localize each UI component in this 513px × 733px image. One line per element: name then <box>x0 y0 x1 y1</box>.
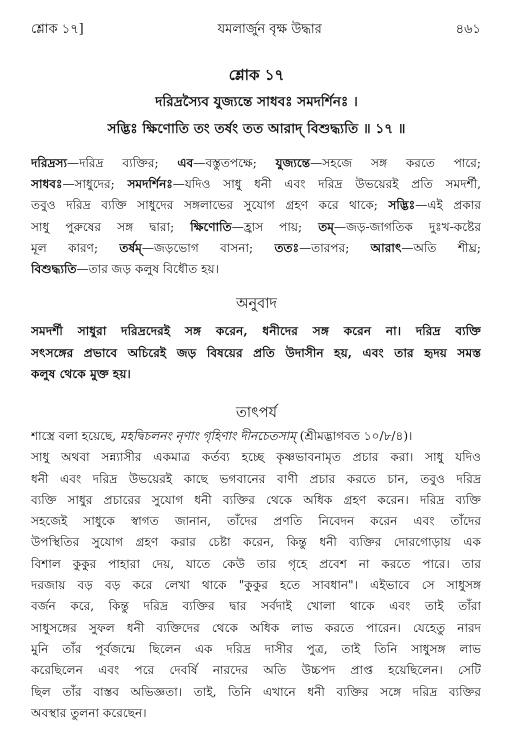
purport-line1-post: (শ্রীমদ্ভাগবত ১০/৮/৪)। <box>295 429 413 443</box>
purport-line: মুনি তাঁর পূর্বজন্মে ছিলেন এক দরিদ্র দাসীর পুত্র, তাই তিনি সাধুসঙ্গ লাভ <box>31 641 481 656</box>
synonym-word: সদ্ভিঃ <box>388 198 416 213</box>
synonym-word: আরাৎ <box>370 240 402 255</box>
synonym-word: সমদর্শিনঃ <box>127 177 173 192</box>
synonym-meaning: —জড়-জাগতিক দুঃখ-কষ্টের <box>333 219 481 234</box>
verse-line-1: দরিদ্রস্যৈব যুজ্যন্তে সাধবঃ সমদর্শিনঃ । <box>155 94 358 110</box>
purport-line: সহজেই সাধুকে স্বাগত জানান, তাঁদের প্রণতি নিবেদন করেন এবং তাঁদের <box>31 514 481 529</box>
synonym-line <box>31 153 481 174</box>
synonym-meaning: —তার জড় কলুষ বিধৌত হয়। <box>76 262 219 277</box>
purport-line: দরজায় বড় বড় করে লেখা থাকে "কুকুর হতে সাবধান"। এইভাবে সে সাধুসঙ্গ <box>31 578 481 593</box>
scripture-quote: মহদ্বিচলনং নৃণাং গৃহিণাং দীনচেতসাম্ <box>120 429 296 443</box>
synonym-line <box>31 259 481 280</box>
synonym-word: ক্ষিণোতি <box>190 219 232 234</box>
synonym-word: তম্ <box>318 219 334 234</box>
synonym-meaning: —সাধুদের; <box>62 177 128 192</box>
synonym-meaning: —অতি শীঘ্র; <box>401 240 481 255</box>
synonym-line <box>31 174 481 195</box>
synonym-word: ততঃ <box>274 240 300 255</box>
synonym-word: তর্ষম্ <box>119 240 142 255</box>
translation-text <box>31 321 481 386</box>
synonyms-block <box>31 153 481 280</box>
purport-text <box>31 426 481 724</box>
purport-line: উপস্থিতির সুযোগ গ্রহণ করার চেষ্টা করেন, কিন্তু ধনী ব্যক্তির দোরগোড়ায় এক <box>31 535 481 550</box>
purport-line: ব্যক্তি সাধুর প্রচারের সুযোগ ধনী ব্যক্তির থেকে অধিক গ্রহণ করেন। দরিদ্র ব্যক্তি <box>31 492 481 507</box>
purport-line: ধনী এবং দরিদ্র উভয়েরই কাছে ভগবানের বাণী প্রচার করতে চান, তবুও দরিদ্র <box>31 471 481 486</box>
synonym-meaning: —দরিদ্র ব্যক্তির; <box>67 156 178 170</box>
purport-line <box>31 426 481 447</box>
purport-line: ছিল তাঁর বাস্তব অভিজ্ঞতা। তাই, তিনি এখানে ধনী ব্যক্তির সঙ্গে দরিদ্র ব্যক্তির <box>31 684 481 699</box>
synonym-meaning: তবুও দরিদ্র ব্যক্তি সাধুদের সঙ্গলাভের সুযোগ গ্রহণ করে থাকে; <box>31 198 389 213</box>
purport-line: সাধুসঙ্গের সুফল ধনী ব্যক্তিদের থেকে অধিক লাভ করতে পারেন। যেহেতু নারদ <box>31 620 481 635</box>
synonym-word: সাধবঃ <box>31 177 63 192</box>
synonym-meaning: —বস্তুতপক্ষে; <box>193 156 276 170</box>
purport-line: সাধু অথবা সন্ন্যাসীর একমাত্র কর্তব্য হচ্ছে কৃষ্ণভাবনামৃত প্রচার করা। সাধু যদিও <box>31 450 481 465</box>
purport-line1-pre: শাস্ত্রে বলা হয়েছে, <box>31 429 120 443</box>
synonym-meaning: —সহজে সঙ্গ করতে পারে; <box>310 156 481 170</box>
translation-line: সমদর্শী সাধুরা দরিদ্রদেরই সঙ্গ করেন, ধনীদের সঙ্গ করেন না। দরিদ্র ব্যক্তি <box>31 324 481 338</box>
synonym-meaning: —হ্রাস পায়; <box>231 219 319 234</box>
synonym-meaning: —যদিও সাধু ধনী এবং দরিদ্র উভয়েরই প্রতি সমদর্শী, <box>172 177 481 192</box>
synonym-line <box>31 195 481 216</box>
purport-line: অবস্থার তুলনা করেছেন। <box>31 705 147 720</box>
synonym-meaning: সাধু পুরুষের সঙ্গ দ্বারা; <box>31 219 191 234</box>
synonym-word: বিশুদ্ধ্যতি <box>31 262 77 277</box>
synonym-line <box>31 238 481 259</box>
translation-title: অনুবাদ <box>235 296 278 312</box>
purport-title: তাৎপর্য <box>235 405 278 421</box>
synonym-meaning: —জড়ভোগ বাসনা; <box>141 240 275 255</box>
verse-line-2: সদ্ভিঃ ক্ষিণোতি তং তর্ষং তত আরাদ্ বিশুদ্ধ্যতি ॥ ১৭ ॥ <box>107 121 406 137</box>
verse-heading: শ্লোক ১৭ <box>228 66 285 84</box>
synonym-word: যুজ্যন্তে <box>275 156 311 170</box>
synonym-meaning: মূল কারণ; <box>31 240 120 255</box>
header-page-number: ৪৬১ <box>455 22 481 37</box>
header-chapter-title: যমলার্জুন বৃক্ষ উদ্ধার <box>217 22 322 37</box>
synonym-word: এব <box>177 156 194 170</box>
translation-line: সৎসঙ্গের প্রভাবে অচিরেই জড় বিষয়ের প্রতি উদাসীন হয়, এবং তার হৃদয় সমস্ত <box>31 345 481 360</box>
translation-line: কলুষ থেকে মুক্ত হয়। <box>31 367 131 381</box>
purport-line: করেছিলেন এবং পরে দেবর্ষি নারদের অতি উচ্চপদ প্রাপ্ত হয়েছিলেন। সেটি <box>31 663 481 678</box>
synonym-meaning: —এই প্রকার <box>415 198 481 213</box>
synonym-word: দরিদ্রস্য <box>31 156 67 170</box>
purport-line: বর্জন করে, কিন্তু দরিদ্র ব্যক্তির দ্বার সর্বদাই খোলা থাকে এবং তাই তাঁরা <box>31 599 481 614</box>
page-header <box>31 20 481 40</box>
synonym-line <box>31 217 481 238</box>
header-verse-ref: শ্লোক ১৭] <box>31 22 84 37</box>
synonym-meaning: —তারপর; <box>299 240 371 255</box>
purport-line: বিশাল কুকুর পাহারা দেয়, যাতে কেউ তার গৃহে প্রবেশ না করতে পারে। তার <box>31 556 481 571</box>
